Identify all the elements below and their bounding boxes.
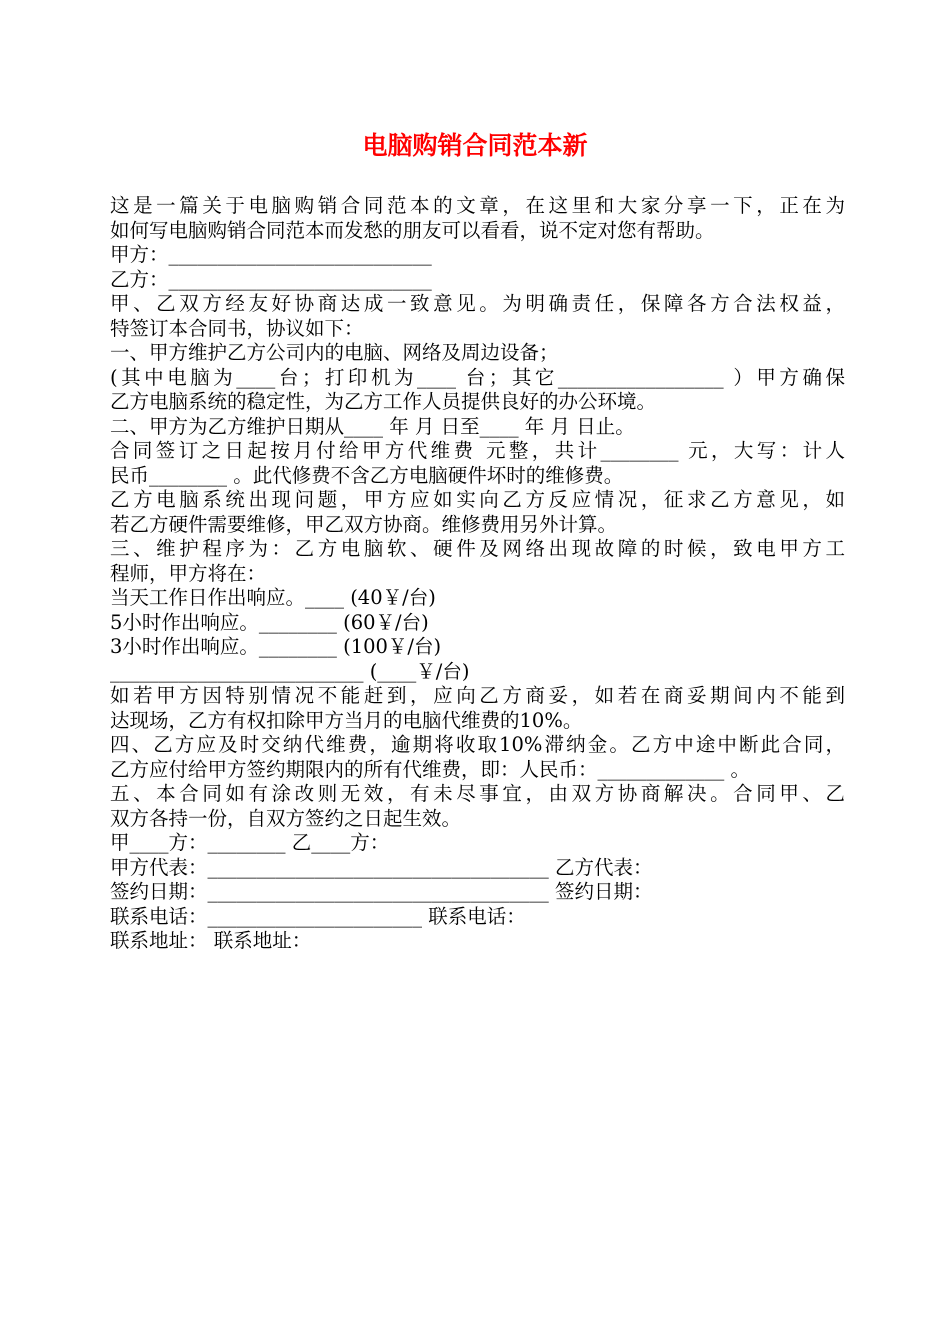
text-line: 如若甲方因特别情况不能赶到，应向乙方商妥，如若在商妥期间内不能到: [110, 684, 845, 707]
text-line: 双方各持一份，自双方签约之日起生效。: [110, 806, 462, 830]
text-line: 甲____方：________ 乙____方：: [110, 831, 390, 854]
text-line: 若乙方硬件需要维修，甲乙双方协商。维修费用另外计算。: [110, 512, 618, 536]
text-line: 五、本合同如有涂改则无效，有未尽事宜，由双方协商解决。合同甲、乙: [110, 782, 845, 805]
text-line: 特签订本合同书，协议如下：: [110, 316, 364, 340]
text-line: 乙方电脑系统出现问题，甲方应如实向乙方反应情况，征求乙方意见，如: [110, 488, 845, 511]
text-line: 乙方电脑系统的稳定性，为乙方工作人员提供良好的办公环境。: [110, 390, 657, 413]
text-line: 联系地址： 联系地址：: [110, 929, 312, 952]
text-line: 这是一篇关于电脑购销合同范本的文章，在这里和大家分享一下，正在为: [110, 194, 845, 217]
text-line: 程师，甲方将在：: [110, 561, 267, 585]
text-line: 甲、乙双方经友好协商达成一致意见。为明确责任，保障各方合法权益，: [110, 292, 845, 315]
text-line: 3小时作出响应。________ (100￥/台): [110, 635, 442, 658]
text-line: 甲方：___________________________: [110, 243, 432, 266]
text-line: 合同签订之日起按月付给甲方代维费 元整，共计________ 元，大写：计人: [110, 439, 845, 462]
text-line: 一、甲方维护乙方公司内的电脑、网络及周边设备；: [110, 341, 559, 364]
text-line: 达现场，乙方有权扣除甲方当月的电脑代维费的10%。: [110, 708, 583, 732]
text-line: 民币________ 。此代修费不含乙方电脑硬件坏时的维修费。: [110, 463, 624, 487]
text-line: 5小时作出响应。________ (60￥/台): [110, 610, 429, 634]
text-line: 如何写电脑购销合同范本而发愁的朋友可以看看，说不定对您有帮助。: [110, 218, 715, 242]
text-line: 乙方应付给甲方签约期限内的所有代维费，即：人民币：_____________ 。: [110, 757, 750, 781]
text-line: 三、维护程序为：乙方电脑软、硬件及网络出现故障的时候，致电甲方工: [110, 537, 845, 560]
document-body: [110, 194, 845, 954]
text-line: 联系电话：______________________ 联系电话：: [110, 904, 526, 928]
text-line: 乙方：___________________________: [110, 267, 432, 291]
text-line: __________________________ (____￥/台): [110, 659, 470, 683]
text-line: 当天工作日作出响应。____ (40￥/台): [110, 586, 436, 609]
text-line: 二、甲方为乙方维护日期从____ 年 月 日至____ 年 月 日止。: [110, 414, 635, 438]
text-line: 甲方代表：___________________________________ 乙方代表：: [110, 855, 653, 879]
text-line: 四、乙方应及时交纳代维费，逾期将收取10%滞纳金。乙方中途中断此合同，: [110, 733, 845, 756]
document-title: 电脑购销合同范本新: [362, 131, 588, 160]
text-line: (其中电脑为____台；打印机为____ 台；其它_________________ ）甲方确保: [110, 365, 845, 389]
text-line: 签约日期：___________________________________ 签约日期：: [110, 880, 653, 903]
